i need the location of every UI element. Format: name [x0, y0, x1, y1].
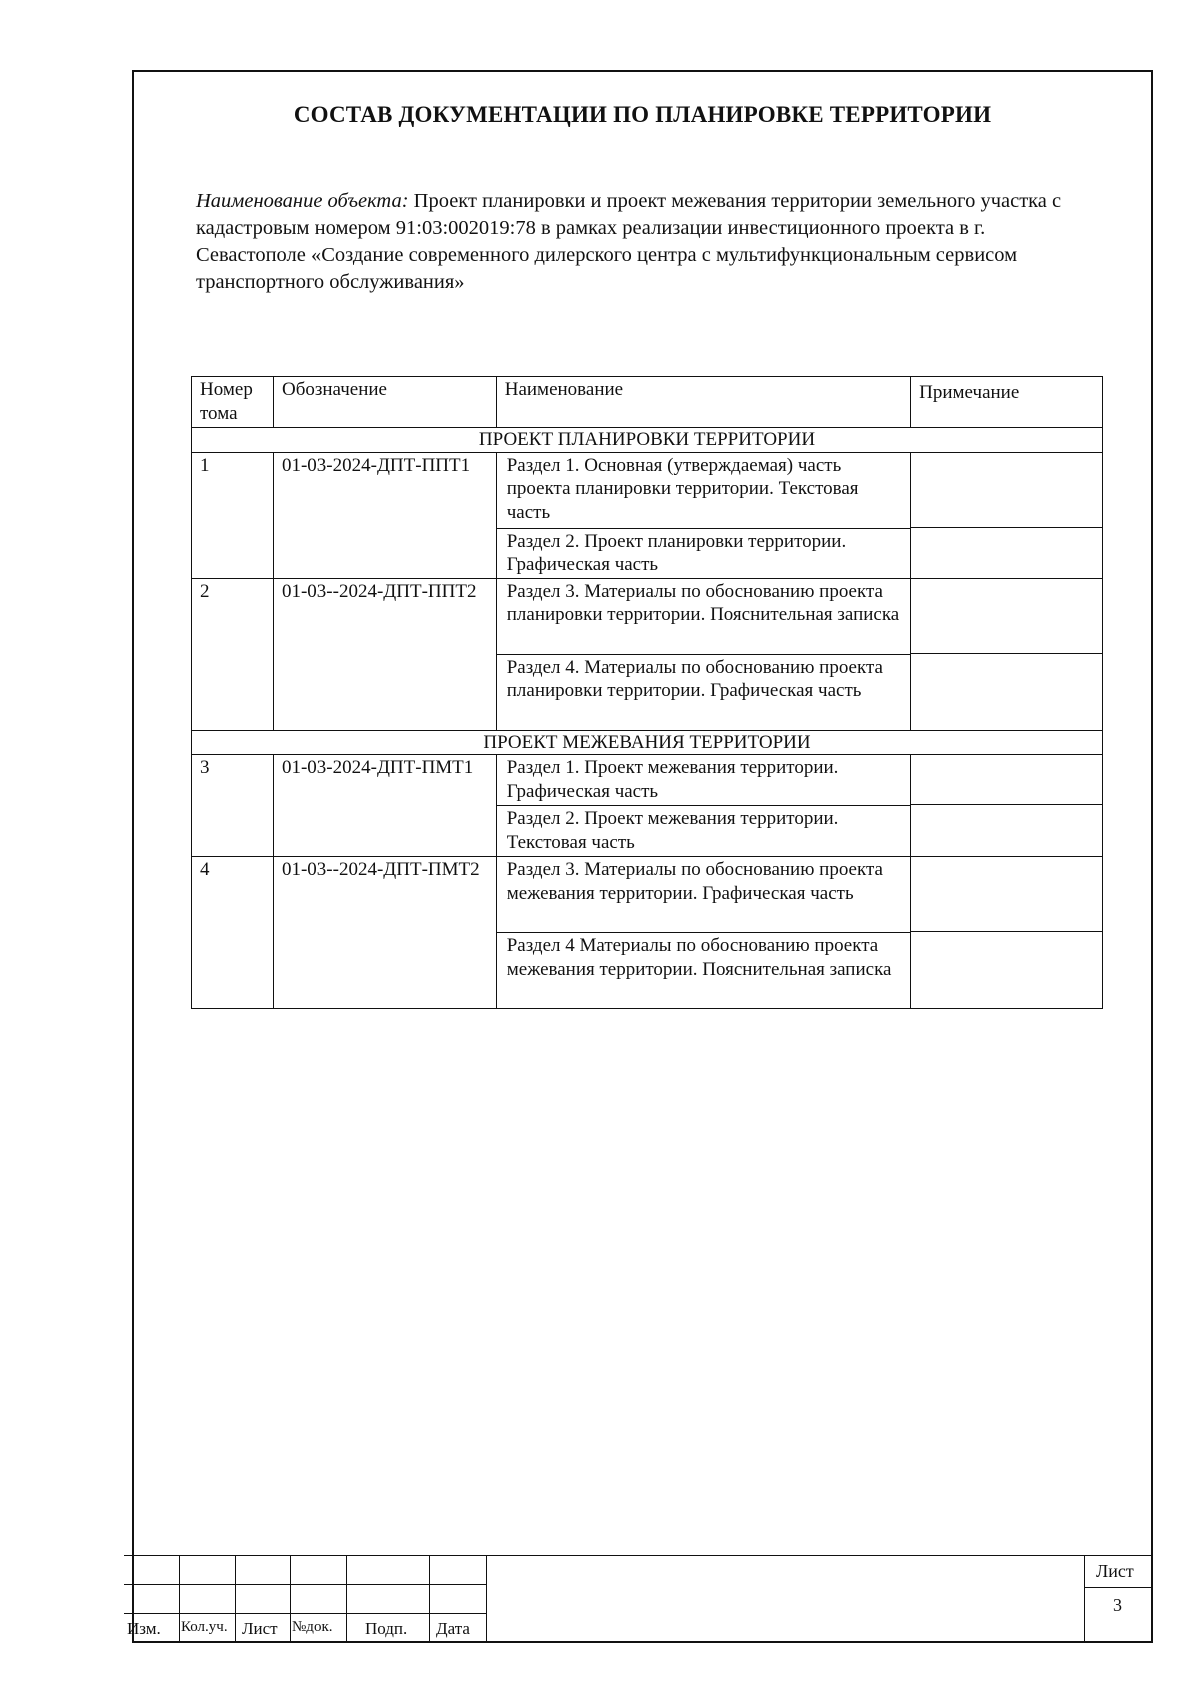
volume-code: 01-03-2024-ДПТ-ППТ1: [273, 452, 496, 578]
volume-code: 01-03--2024-ДПТ-ППТ2: [273, 578, 496, 730]
part-note: [911, 653, 1102, 728]
section-row-surveying: [192, 730, 1103, 755]
stamp-line: [486, 1555, 487, 1643]
stamp-line: [346, 1555, 347, 1643]
part-name: Раздел 1. Основная (утверждаемая) часть проекта планировки территории. Текстовая часть: [506, 454, 859, 523]
part-note: [911, 931, 1102, 1006]
header-volume: Номер тома: [192, 377, 274, 428]
volume-number: 4: [192, 857, 274, 1009]
table-header-row: [192, 377, 1103, 428]
part-name: Раздел 4. Материалы по обоснованию проекта планировки территории. Графическая часть: [497, 654, 910, 730]
part-name: Раздел 1. Проект межевания территории. Графическая часть: [506, 757, 839, 802]
stamp-col-label: Подп.: [365, 1619, 408, 1638]
part-note: [911, 755, 1102, 804]
part-name: Раздел 2. Проект планировки территории. Графическая часть: [497, 528, 910, 578]
object-name-label: Наименование объекта:: [196, 190, 409, 212]
header-code: Обозначение: [273, 377, 496, 428]
volume-number: 3: [192, 755, 274, 857]
part-note: [911, 527, 1102, 576]
part-name: Раздел 2. Проект межевания территории. Текстовая часть: [497, 805, 910, 856]
volume-number: 2: [192, 578, 274, 730]
part-note: [911, 453, 1102, 527]
table-row: [192, 755, 1103, 857]
object-name-text: Проект планировки и проект межевания территории земельного участка с кадастровым номером 91:03:002019:78 в рамках реализации инвестиционного проекта в г. Севастополе «Создание современного дилерского центра с мультифункциональным сервисом транспортного обслуживания»: [196, 190, 1062, 293]
part-note: [911, 579, 1102, 653]
part-name: Раздел 4 Материалы по обоснованию проекта межевания территории. Пояснительная записка: [497, 932, 910, 1008]
part-note: [911, 857, 1102, 931]
section-title: ПРОЕКТ ПЛАНИРОВКИ ТЕРРИТОРИИ: [192, 428, 1103, 453]
stamp-line: [1084, 1587, 1153, 1588]
stamp-line: [179, 1555, 180, 1643]
part-name: Раздел 3. Материалы по обоснованию проекта межевания территории. Графическая часть: [506, 859, 883, 904]
volume-code: 01-03--2024-ДПТ-ПМТ2: [273, 857, 496, 1009]
stamp-line: [429, 1555, 430, 1643]
section-row-planning: [192, 428, 1103, 453]
sheet-number: 3: [1113, 1595, 1122, 1615]
stamp-line: [1084, 1555, 1085, 1643]
stamp-line: [290, 1555, 291, 1643]
volume-number: 1: [192, 452, 274, 578]
sheet-label: Лист: [1096, 1561, 1134, 1581]
object-name: [196, 188, 1096, 296]
table-row: [192, 578, 1103, 730]
header-name: Наименование: [496, 377, 910, 428]
volume-code: 01-03-2024-ДПТ-ПМТ1: [273, 755, 496, 857]
section-title: ПРОЕКТ МЕЖЕВАНИЯ ТЕРРИТОРИИ: [192, 730, 1103, 755]
table-row: [192, 452, 1103, 578]
title-block-stamp: [124, 1555, 1153, 1643]
composition-table: [191, 376, 1103, 1009]
header-note: Примечание: [911, 377, 1103, 428]
table-row: [192, 857, 1103, 1009]
stamp-col-label: Дата: [436, 1619, 470, 1638]
stamp-col-label: Кол.уч.: [181, 1619, 228, 1635]
stamp-line: [235, 1555, 236, 1643]
stamp-col-label: Лист: [242, 1619, 278, 1638]
part-note: [911, 804, 1102, 854]
document-title: СОСТАВ ДОКУМЕНТАЦИИ ПО ПЛАНИРОВКЕ ТЕРРИТОРИИ: [293, 102, 992, 127]
stamp-col-label: №док.: [292, 1619, 333, 1635]
stamp-line: [124, 1555, 1153, 1556]
stamp-col-label: Изм.: [127, 1619, 161, 1638]
part-name: Раздел 3. Материалы по обоснованию проекта планировки территории. Пояснительная записка: [506, 580, 900, 625]
